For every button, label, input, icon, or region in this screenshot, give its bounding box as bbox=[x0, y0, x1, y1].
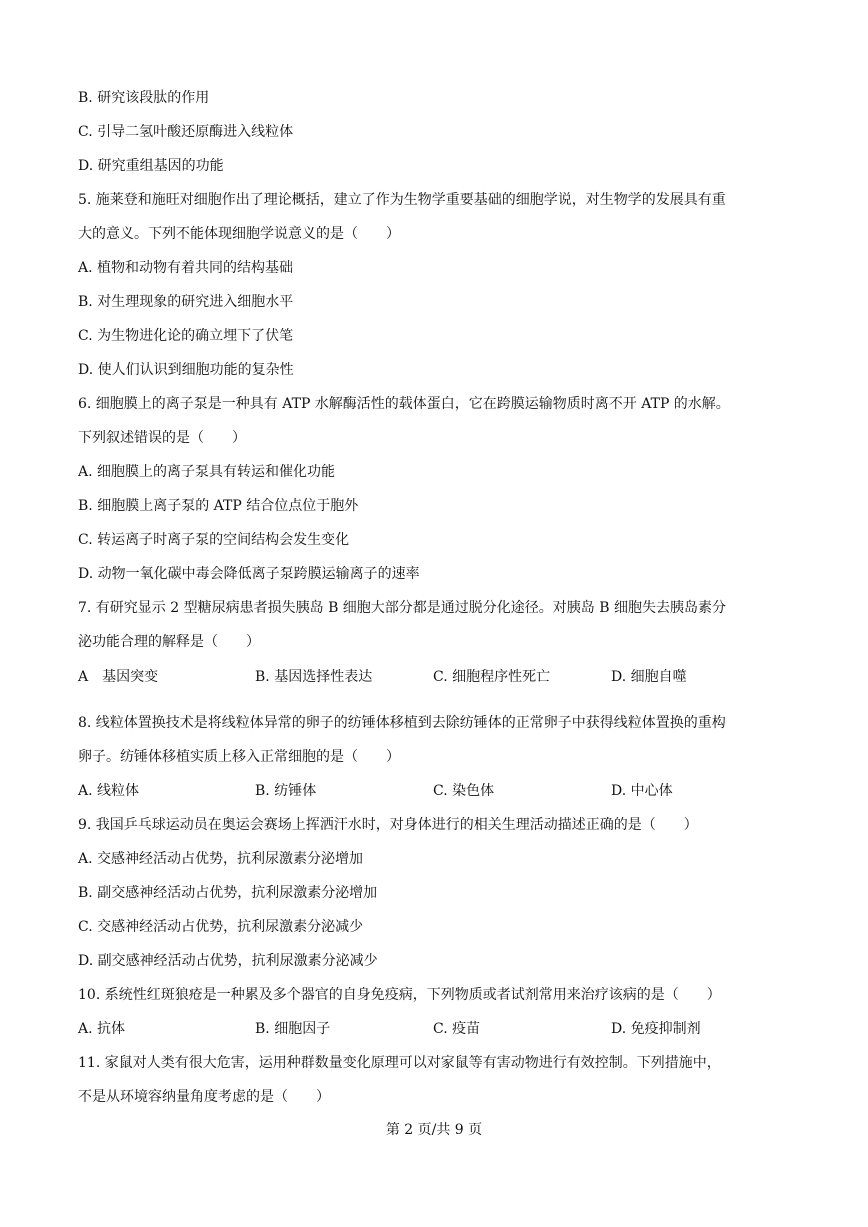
q4-option-d: D. 研究重组基因的功能 bbox=[78, 158, 224, 174]
q6-stem-line-2: 下列叙述错误的是（ ） bbox=[78, 430, 246, 446]
q4-option-b: B. 研究该段肽的作用 bbox=[78, 90, 210, 106]
q10-option-b: B. 细胞因子 bbox=[255, 1021, 331, 1037]
q10-stem: 10. 系统性红斑狼疮是一种累及多个器官的自身免疫病，下列物质或者试剂常用来治疗该病的是（ ） bbox=[78, 987, 721, 1003]
q5-stem-line-1: 5. 施莱登和施旺对细胞作出了理论概括，建立了作为生物学重要基础的细胞学说，对生物学的发展具有重 bbox=[78, 192, 726, 208]
q7-option-a: A 基因突变 bbox=[78, 669, 159, 685]
q6-option-d: D. 动物一氧化碳中毒会降低离子泵跨膜运输离子的速率 bbox=[78, 566, 420, 582]
q8-options bbox=[78, 781, 788, 801]
q9-option-d: D. 副交感神经活动占优势，抗利尿激素分泌减少 bbox=[78, 953, 378, 969]
q8-option-b: B. 纺锤体 bbox=[255, 783, 317, 799]
q7-stem-line-1: 7. 有研究显示 2 型糖尿病患者损失胰岛 B 细胞大部分都是通过脱分化途径。对胰岛 B 细胞失去胰岛素分 bbox=[78, 600, 726, 616]
q9-option-a: A. 交感神经活动占优势，抗利尿激素分泌增加 bbox=[78, 851, 364, 867]
q8-stem-line-2: 卵子。纺锤体移植实质上移入正常细胞的是（ ） bbox=[78, 749, 400, 765]
q7-options bbox=[78, 667, 788, 687]
q5-option-b: B. 对生理现象的研究进入细胞水平 bbox=[78, 294, 294, 310]
q7-option-d: D. 细胞自噬 bbox=[611, 669, 687, 685]
q7-option-b: B. 基因选择性表达 bbox=[255, 669, 373, 685]
q10-option-d: D. 免疫抑制剂 bbox=[611, 1021, 701, 1037]
q5-option-a: A. 植物和动物有着共同的结构基础 bbox=[78, 260, 294, 276]
q7-stem-line-2: 泌功能合理的解释是（ ） bbox=[78, 634, 260, 650]
q9-option-b: B. 副交感神经活动占优势，抗利尿激素分泌增加 bbox=[78, 885, 378, 901]
q5-option-c: C. 为生物进化论的确立埋下了伏笔 bbox=[78, 328, 294, 344]
q9-option-c: C. 交感神经活动占优势，抗利尿激素分泌减少 bbox=[78, 919, 364, 935]
q6-stem-line-1: 6. 细胞膜上的离子泵是一种具有 ATP 水解酶活性的载体蛋白，它在跨膜运输物质时离不开 ATP 的水解。 bbox=[78, 396, 730, 412]
q5-stem-line-2: 大的意义。下列不能体现细胞学说意义的是（ ） bbox=[78, 226, 400, 242]
q9-stem: 9. 我国乒乓球运动员在奥运会赛场上挥洒汗水时，对身体进行的相关生理活动描述正确的是（ ） bbox=[78, 817, 698, 833]
q8-stem-line-1: 8. 线粒体置换技术是将线粒体异常的卵子的纺锤体移植到去除纺锤体的正常卵子中获得线粒体置换的重构 bbox=[78, 715, 726, 731]
q8-option-c: C. 染色体 bbox=[433, 783, 495, 799]
q10-option-a: A. 抗体 bbox=[78, 1021, 126, 1037]
q11-stem-line-2: 不是从环境容纳量角度考虑的是（ ） bbox=[78, 1089, 330, 1105]
q5-option-d: D. 使人们认识到细胞功能的复杂性 bbox=[78, 362, 294, 378]
q6-option-a: A. 细胞膜上的离子泵具有转运和催化功能 bbox=[78, 464, 336, 480]
q6-option-b: B. 细胞膜上离子泵的 ATP 结合位点位于胞外 bbox=[78, 498, 359, 514]
page-footer: 第 2 页/共 9 页 bbox=[385, 1122, 483, 1138]
q8-option-a: A. 线粒体 bbox=[78, 783, 140, 799]
q10-options bbox=[78, 1019, 788, 1039]
q6-option-c: C. 转运离子时离子泵的空间结构会发生变化 bbox=[78, 532, 350, 548]
q7-option-c: C. 细胞程序性死亡 bbox=[433, 669, 551, 685]
q8-option-d: D. 中心体 bbox=[611, 783, 673, 799]
q11-stem-line-1: 11. 家鼠对人类有很大危害，运用种群数量变化原理可以对家鼠等有害动物进行有效控制。下列措施中， bbox=[78, 1055, 721, 1071]
q10-option-c: C. 疫苗 bbox=[433, 1021, 481, 1037]
q4-option-c: C. 引导二氢叶酸还原酶进入线粒体 bbox=[78, 124, 294, 140]
